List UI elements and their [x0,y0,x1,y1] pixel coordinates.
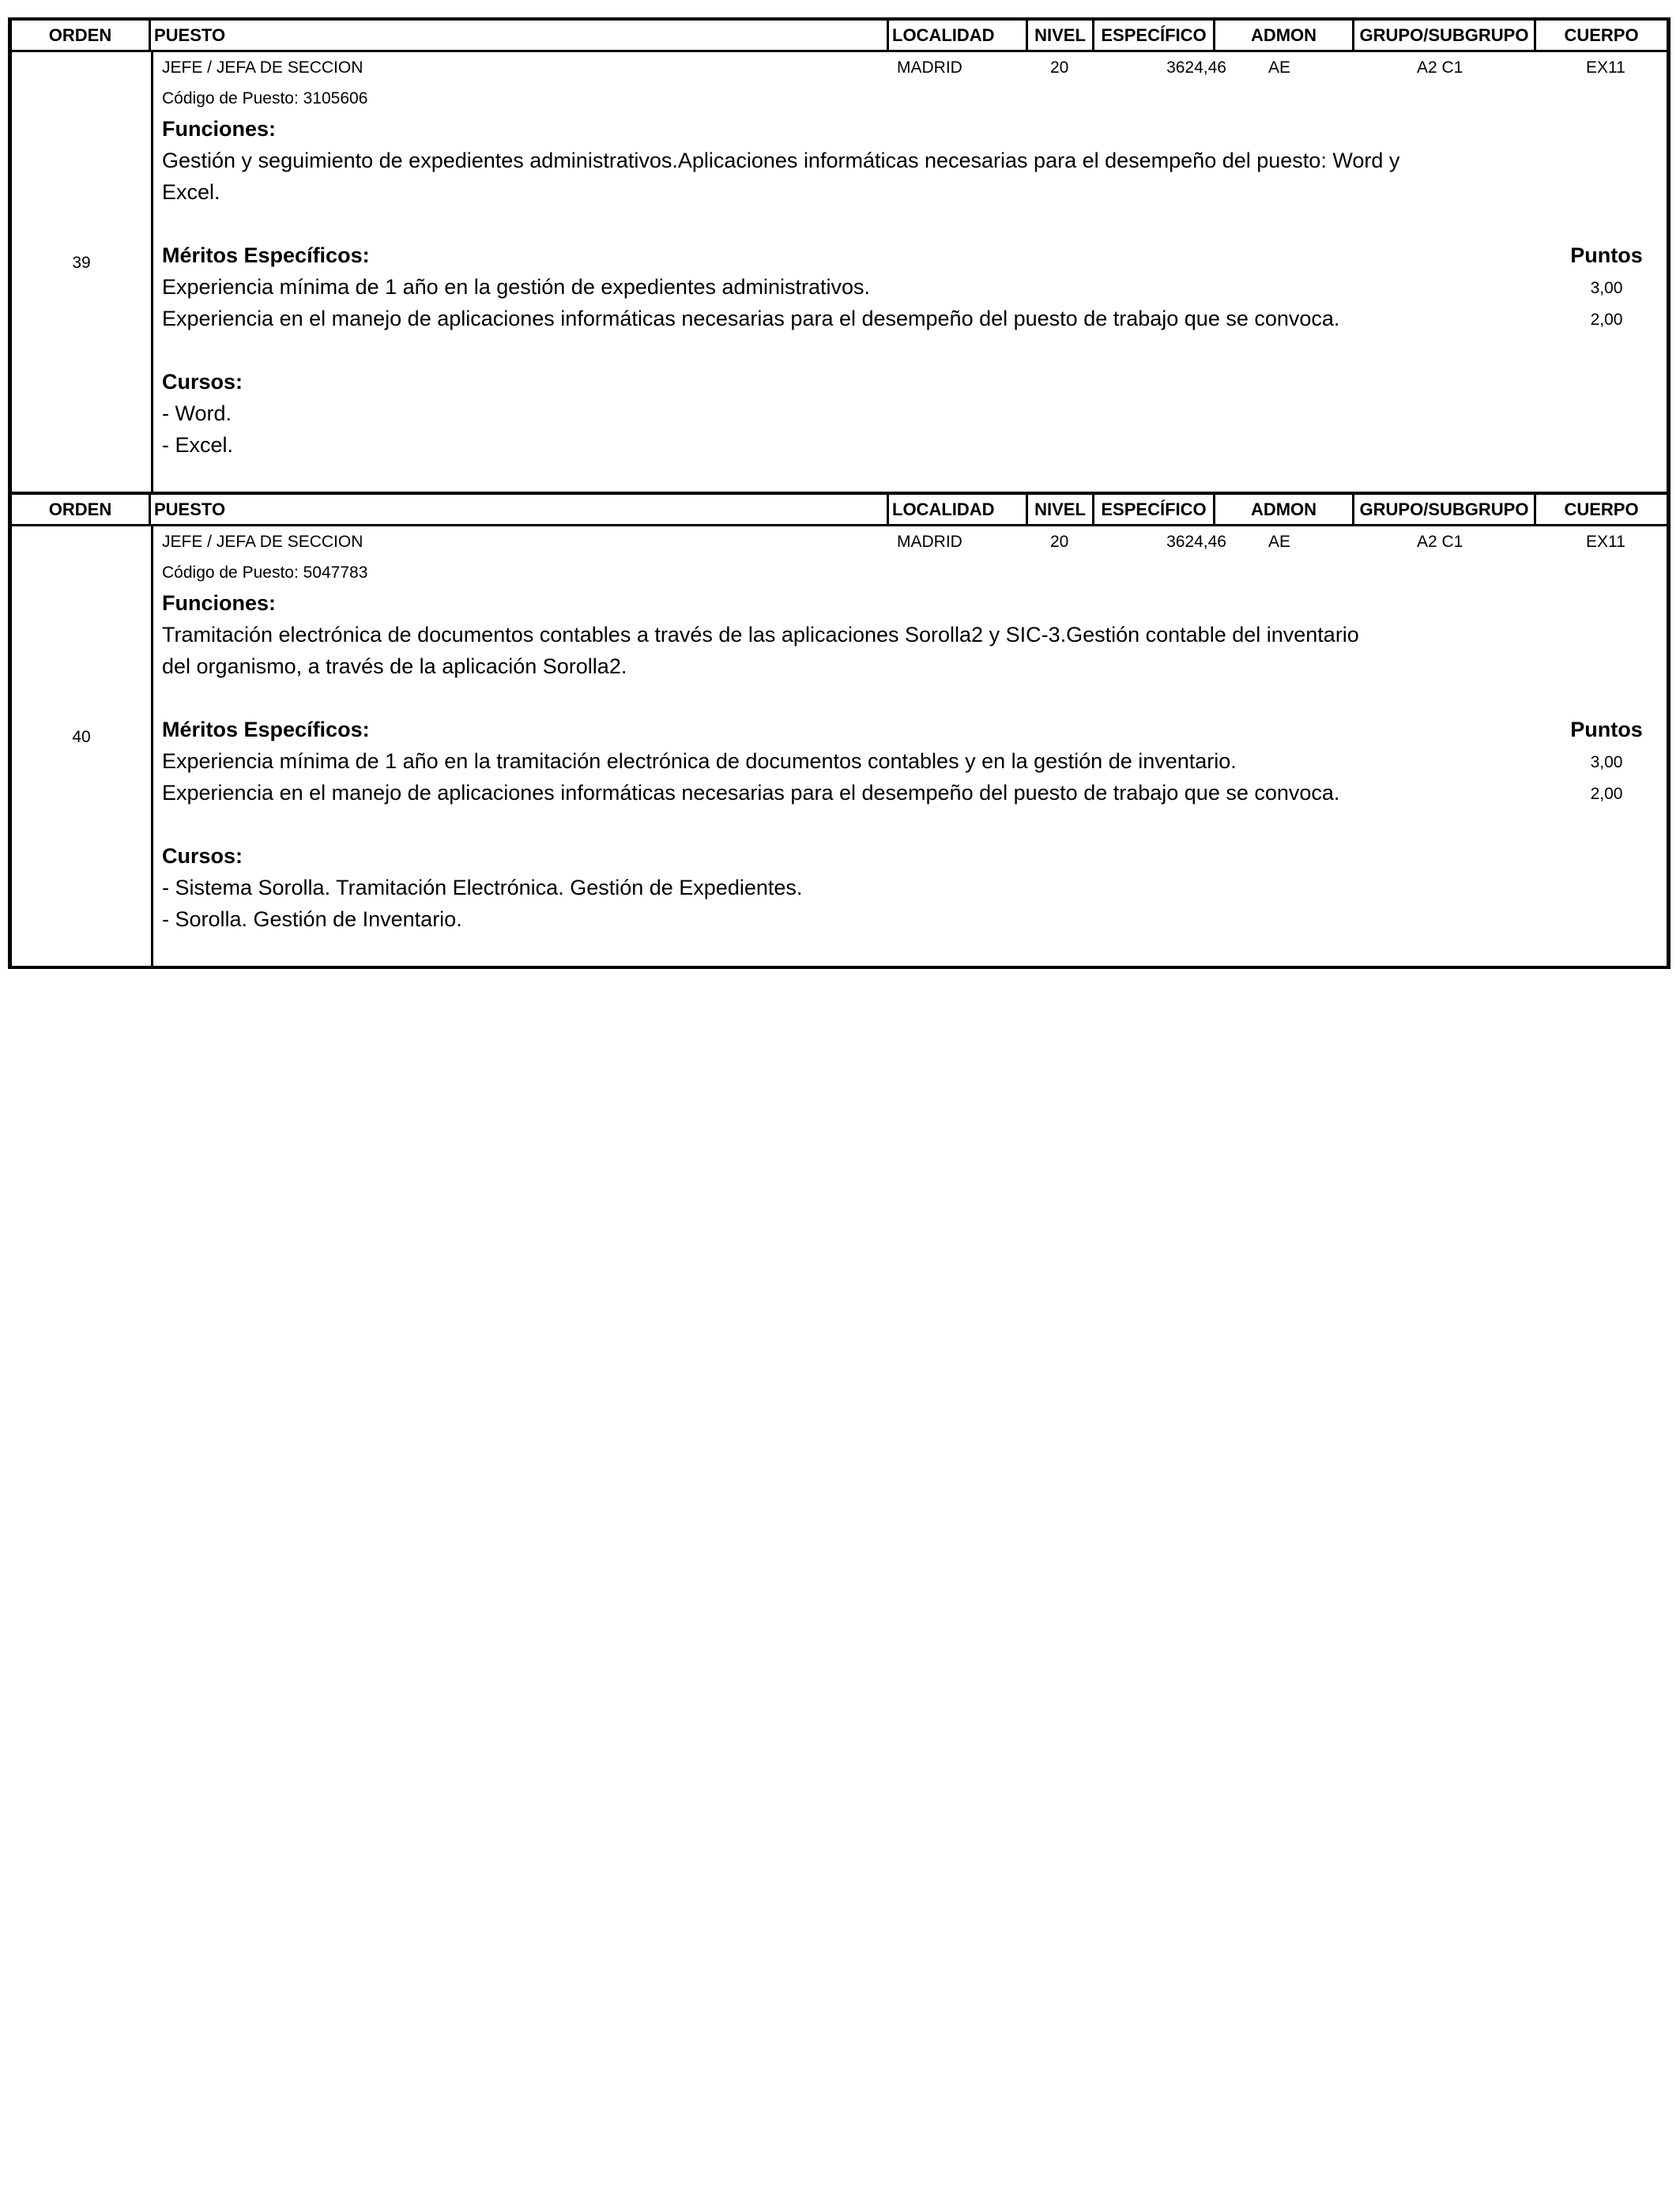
meritos-label: Méritos Específicos: [162,243,370,267]
cursos-label: Cursos: [162,370,243,394]
funciones-text-1: Gestión y seguimiento de expedientes administrativos.Aplicaciones informáticas necesarias para el desempeño del puesto: Word y [162,149,1400,172]
puesto-name: JEFE / JEFA DE SECCION [162,533,363,551]
header-grupo: GRUPO/SUBGRUPO [1354,495,1536,524]
header-admon: ADMON [1215,21,1354,50]
header-especifico: ESPECÍFICO [1094,495,1215,524]
order-cell [12,526,153,966]
header-nivel: NIVEL [1028,21,1094,50]
meritos-label: Méritos Específicos: [162,718,370,741]
nivel-value: 20 [1050,533,1069,551]
header-puesto: PUESTO [151,21,889,50]
especifico-value: 3624,46 [1166,533,1226,551]
cuerpo-value: EX11 [1586,533,1625,551]
grupo-value: A2 C1 [1417,533,1463,551]
header-nivel: NIVEL [1028,495,1094,524]
localidad-value: MADRID [897,58,962,77]
curso-1: - Word. [162,401,232,425]
admon-value: AE [1268,533,1291,551]
entry-content [157,52,1667,492]
grupo-value: A2 C1 [1417,58,1463,77]
puntos-1: 3,00 [1590,279,1623,297]
admon-value: AE [1268,58,1291,77]
especifico-value: 3624,46 [1166,58,1226,77]
job-listing-table [8,17,1671,969]
header-orden: ORDEN [12,495,151,524]
order-number: 39 [72,254,91,272]
header-grupo: GRUPO/SUBGRUPO [1354,21,1536,50]
puntos-2: 2,00 [1590,785,1623,803]
nivel-value: 20 [1050,58,1069,77]
cursos-label: Cursos: [162,844,243,868]
funciones-label: Funciones: [162,591,277,615]
funciones-text-2: Excel. [162,180,220,204]
table-header [12,495,1667,526]
header-localidad: LOCALIDAD [889,21,1028,50]
job-entry-39 [8,17,1671,492]
merito-1: Experiencia mínima de 1 año en la gestión de expedientes administrativos. [162,275,871,299]
order-number: 40 [72,728,91,746]
header-cuerpo: CUERPO [1564,499,1639,519]
codigo-puesto: Código de Puesto: 3105606 [162,89,368,107]
table-header [12,21,1667,52]
puesto-name: JEFE / JEFA DE SECCION [162,58,363,77]
puntos-1: 3,00 [1590,753,1623,771]
codigo-puesto: Código de Puesto: 5047783 [162,564,368,582]
header-admon: ADMON [1215,495,1354,524]
merito-2: Experiencia en el manejo de aplicaciones informáticas necesarias para el desempeño del puesto de trabajo que se convoca. [162,307,1340,330]
cuerpo-value: EX11 [1586,58,1625,77]
puntos-2: 2,00 [1590,311,1623,329]
order-cell [12,52,153,492]
entry-body [12,526,1667,966]
header-cuerpo: CUERPO [1564,25,1639,45]
puntos-label: Puntos [1570,718,1643,741]
curso-1: - Sistema Sorolla. Tramitación Electrónica. Gestión de Expedientes. [162,876,803,899]
job-entry-40 [8,492,1671,969]
funciones-label: Funciones: [162,117,277,141]
puntos-label: Puntos [1570,243,1643,267]
localidad-value: MADRID [897,533,962,551]
funciones-text-2: del organismo, a través de la aplicación Sorolla2. [162,654,627,678]
entry-body [12,52,1667,492]
funciones-text-1: Tramitación electrónica de documentos contables a través de las aplicaciones Sorolla2 y SIC-3.Gestión contable del inventario [162,623,1359,647]
merito-2: Experiencia en el manejo de aplicaciones informáticas necesarias para el desempeño del puesto de trabajo que se convoca. [162,781,1340,805]
header-orden: ORDEN [12,21,151,50]
header-puesto: PUESTO [151,495,889,524]
merito-1: Experiencia mínima de 1 año en la tramitación electrónica de documentos contables y en la gestión de inventario. [162,749,1237,773]
header-localidad: LOCALIDAD [889,495,1028,524]
header-especifico: ESPECÍFICO [1094,21,1215,50]
curso-2: - Excel. [162,433,234,457]
entry-content [157,526,1667,966]
curso-2: - Sorolla. Gestión de Inventario. [162,907,462,931]
